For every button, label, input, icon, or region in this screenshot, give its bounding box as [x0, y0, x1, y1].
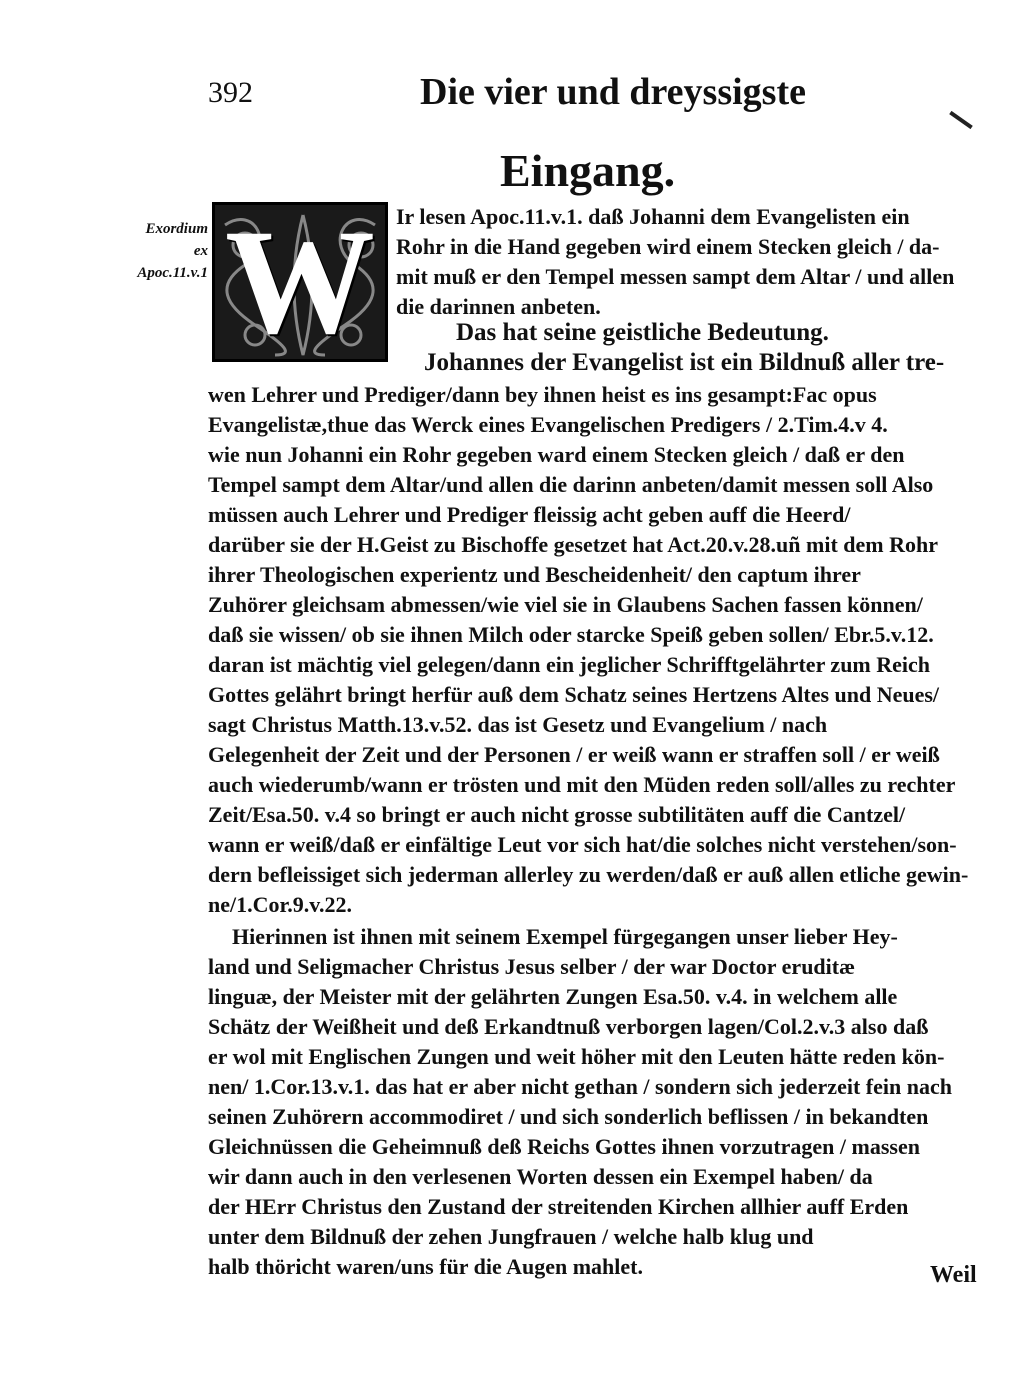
text-line: Hierinnen ist ihnen mit seinem Exempel fürgegangen unser lieber Hey- — [232, 924, 898, 949]
text-line: dern befleissiget sich jederman allerley zu werden/daß er auß allen etliche gewin- — [208, 862, 969, 887]
running-head: Die vier und dreyssigste — [420, 71, 806, 113]
text-line: auch wiederumb/wann er trösten und mit den Müden reden soll/alles zu rechter — [208, 772, 956, 797]
catchword: Weil — [930, 1262, 977, 1288]
text-line: Gelegenheit der Zeit und der Personen / er weiß wann er straffen soll / er weiß — [208, 742, 940, 767]
text-line: wen Lehrer und Prediger/dann bey ihnen heist es ins gesampt:Fac opus — [208, 382, 877, 407]
margin-note-line: ex — [193, 243, 208, 259]
text-line: Das hat seine geistliche Bedeutung. — [456, 319, 829, 346]
text-line: daran ist mächtig viel gelegen/dann ein jeglicher Schrifftgelährter zum Reich — [208, 652, 931, 677]
text-line: halb thöricht waren/uns für die Augen mahlet. — [208, 1254, 643, 1279]
section-title: Eingang. — [500, 145, 676, 196]
text-line: daß sie wissen/ ob sie ihnen Milch oder starcke Speiß geben sollen/ Ebr.5.v.12. — [208, 622, 934, 647]
text-line: er wol mit Englischen Zungen und weit höher mit den Leuten hätte reden kön- — [208, 1044, 945, 1069]
text-line: mit muß er den Tempel messen sampt dem Altar / und allen — [396, 264, 955, 289]
text-line: ihrer Theologischen experientz und Bescheidenheit/ den captum ihrer — [208, 562, 861, 587]
text-line: Tempel sampt dem Altar/und allen die darinn anbeten/damit messen soll Also — [208, 472, 934, 497]
text-line: der HErr Christus den Zustand der streitenden Kirchen allhier auff Erden — [208, 1194, 909, 1219]
text-line: nen/ 1.Cor.13.v.1. das hat er aber nicht gethan / sondern sich jederzeit fein nach — [208, 1074, 952, 1099]
text-line: die darinnen anbeten. — [396, 294, 601, 319]
text-line: Ir lesen Apoc.11.v.1. daß Johanni dem Evangelisten ein — [396, 204, 910, 229]
text-line: unter dem Bildnuß der zehen Jungfrauen / welche halb klug und — [208, 1224, 814, 1249]
text-line: Rohr in die Hand gegeben wird einem Stecken gleich / da- — [396, 234, 940, 259]
text-line: wir dann auch in den verlesenen Worten dessen ein Exempel haben/ da — [208, 1164, 873, 1189]
text-line: wann er weiß/daß er einfältige Leut vor sich hat/die solches nicht verstehen/son- — [208, 832, 957, 857]
text-line: Evangelistæ,thue das Werck eines Evangelischen Predigers / 2.Tim.4.v 4. — [208, 412, 888, 437]
text-line: Zeit/Esa.50. v.4 so bringt er auch nicht grosse subtilitäten auff die Cantzel/ — [208, 802, 906, 827]
text-line: müssen auch Lehrer und Prediger fleissig acht geben auff die Heerd/ — [208, 502, 851, 527]
text-line: sagt Christus Matth.13.v.52. das ist Gesetz und Evangelium / nach — [208, 712, 828, 737]
margin-note — [96, 218, 208, 284]
page-number: 392 — [208, 76, 253, 109]
text-line: Gleichnüssen die Geheimnuß deß Reichs Gottes ihnen vorzutragen / massen — [208, 1134, 920, 1159]
text-line: Gottes gelährt bringt herfür auß dem Schatz seines Hertzens Altes und Neues/ — [208, 682, 940, 707]
text-line: Schätz der Weißheit und deß Erkandtnuß verborgen lagen/Col.2.v.3 also daß — [208, 1014, 929, 1039]
margin-note-line: Exordium — [145, 221, 208, 237]
margin-note-line: Apoc.11.v.1 — [137, 265, 208, 281]
initial-letter: W — [225, 202, 375, 362]
text-line: wie nun Johanni ein Rohr gegeben ward einem Stecken gleich / daß er den — [208, 442, 905, 467]
text-line: seinen Zuhörern accommodiret / und sich sonderlich beflissen / in bekandten — [208, 1104, 929, 1129]
decorated-initial — [212, 202, 388, 362]
text-line: Zuhörer gleichsam abmessen/wie viel sie in Glaubens Sachen fassen können/ — [208, 592, 923, 617]
text-line: ne/1.Cor.9.v.22. — [208, 892, 353, 917]
text-line: linguæ, der Meister mit der gelährten Zungen Esa.50. v.4. in welchem alle — [208, 984, 898, 1009]
text-line: Johannes der Evangelist ist ein Bildnuß aller tre- — [424, 349, 945, 376]
text-line: land und Seligmacher Christus Jesus selber / der war Doctor eruditæ — [208, 954, 855, 979]
ink-mark — [949, 111, 973, 129]
text-line: darüber sie der H.Geist zu Bischoffe gesetzet hat Act.20.v.28.uñ mit dem Rohr — [208, 532, 938, 557]
